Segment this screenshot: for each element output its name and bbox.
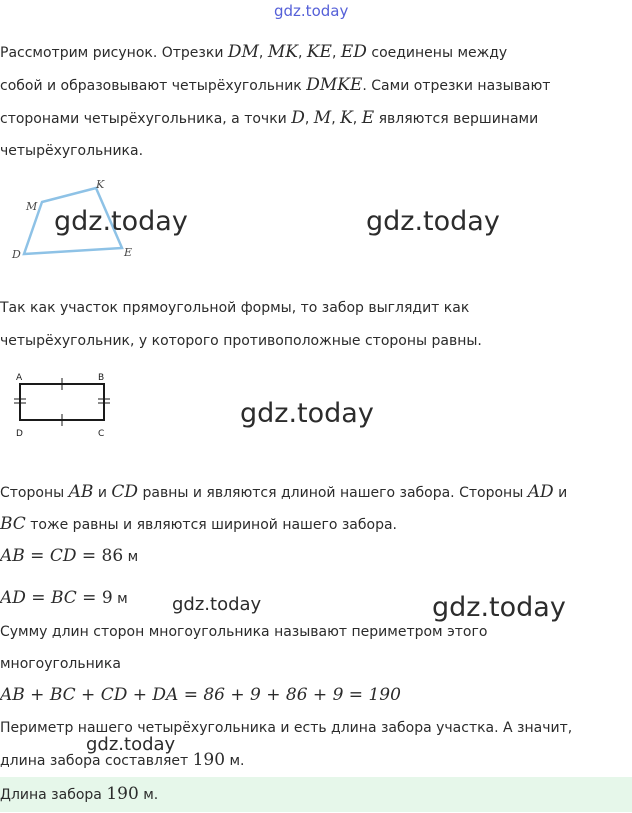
equation-perimeter: AB + BC + CD + DA = 86 + 9 + 86 + 9 = 190 [0,685,401,705]
watermark-1: gdz.today [54,206,188,237]
answer-box: Длина забора 190 м. [0,777,632,812]
vertex-label-d2: D [16,429,23,439]
paragraph-intro-line2: собой и образовывают четырёхугольник DMKE. Сами отрезки называют [0,75,551,95]
vertex-label-d: D [12,248,21,261]
vertex-label-c: C [98,429,105,439]
watermark-6: gdz.today [86,734,176,755]
equation-length: AB = CD = 86 м [0,546,139,566]
paragraph-fence-line2: четырёхугольник, у которого противоположные стороны равны. [0,333,482,349]
watermark-3: gdz.today [240,398,374,429]
paragraph-sides-line2: BC тоже равны и являются шириной нашего забора. [0,514,397,534]
vertex-label-e: E [124,246,133,259]
watermark-5: gdz.today [432,592,566,623]
vertex-label-m: M [26,200,38,213]
paragraph-perimeter-line1: Сумму длин сторон многоугольника называют периметром этого [0,624,488,640]
header-watermark: gdz.today [274,2,349,20]
watermark-4: gdz.today [172,594,262,615]
vertex-label-b: B [98,373,105,383]
paragraph-conclusion-line1: Периметр нашего четырёхугольника и есть длина забора участка. А значит, [0,720,573,736]
watermark-2: gdz.today [366,206,500,237]
paragraph-intro-line1: Рассмотрим рисунок. Отрезки DM, MK, KE, ED соединены между [0,42,508,62]
paragraph-fence-line1: Так как участок прямоугольной формы, то забор выглядит как [0,300,470,316]
vertex-label-k: K [96,178,105,191]
paragraph-conclusion-line2: длина забора составляет 190 м. [0,750,245,770]
paragraph-intro-line3: сторонами четырёхугольника, а точки D, M, K, E являются вершинами [0,108,539,128]
paragraph-perimeter-line2: многоугольника [0,656,121,672]
equation-width: AD = BC = 9 м [0,588,128,608]
paragraph-sides-line1: Стороны AB и CD равны и являются длиной нашего забора. Стороны AD и [0,482,568,502]
rectangle-figure [8,368,118,440]
vertex-label-a: A [16,373,23,383]
paragraph-intro-line4: четырёхугольника. [0,143,144,159]
